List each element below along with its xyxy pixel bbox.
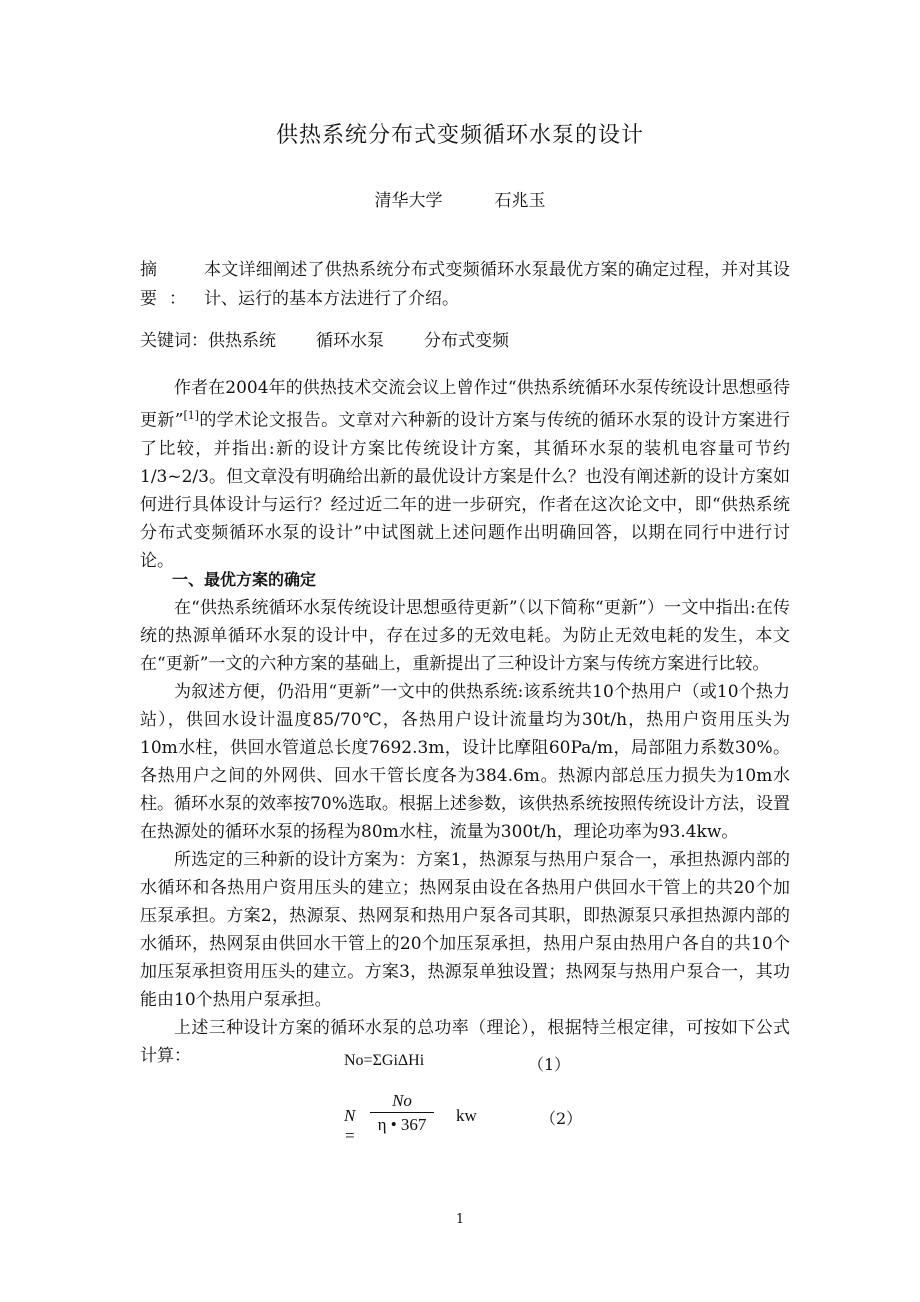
body-paragraph: 在“供热系统循环水泵传统设计思想亟待更新”（以下简称“更新”）一文中指出:在传统的热源单循环水泵的设计中，存在过多的无效电耗。为防止无效电耗的发生，本文在“更新”一文的六种方案的基础上，重新提出了三种设计方案与传统方案进行比较。 (140, 598, 790, 674)
author-line (0, 186, 920, 211)
equation-1 (344, 1052, 424, 1070)
equation-2-unit: kw (456, 1106, 477, 1125)
author-name: 石兆玉 (494, 191, 546, 211)
body-paragraph: 所选定的三种新的设计方案为：方案1，热源泵与热用户泵合一，承担热源内部的水循环和各热用户资用压头的建立；热网泵由设在各热用户供回水干管上的共20个加压泵承担。方案2，热源泵、热网泵和热用户泵各司其职，即热源泵只承担热源内部的水循环，热网泵由供回水干管上的20个加压泵承担，热用户泵由热用户各自的共10个加压泵承担资用压头的建立。方案3，热源泵单独设置；热网泵与热用户泵合一，其功能由10个热用户泵承担。 (140, 850, 790, 1010)
abstract-text: 本文详细阐述了供热系统分布式变频循环水泵最优方案的确定过程，并对其设计、运行的基本方法进行了介绍。 (204, 260, 790, 309)
author-affiliation: 清华大学 (374, 191, 443, 211)
equation-1-number: （1） (528, 1055, 571, 1074)
section-1 (140, 566, 790, 1070)
keyword-item: 循环水泵 (316, 331, 384, 351)
page-number: 1 (455, 1212, 465, 1227)
abstract (140, 256, 790, 314)
body-paragraph: 为叙述方便，仍沿用“更新”一文中的供热系统:该系统共10个热用户（或10个热力站），供回水设计温度85/70℃，各热用户设计流量均为30t/h，热用户资用压头为10m水柱，供回水管道总长度7692.3m，设计比摩阻60Pa/m，局部阻力系数30%。各热用户之间的外网供、回水干管长度各为384.6m。热源内部总压力损失为10m水柱。循环水泵的效率按70%选取。根据上述参数，该供热系统按照传统设计方法，设置在热源处的循环水泵的扬程为80m水柱，流量为300t/h，理论功率为93.4kw。 (140, 682, 790, 842)
paper-title: 供热系统分布式变频循环水泵的设计 (275, 123, 644, 148)
introduction (140, 374, 790, 575)
keyword-item: 供热系统 (208, 331, 276, 351)
equation-1-text: No=ΣGiΔHi (344, 1052, 425, 1069)
intro-paragraph (140, 374, 790, 575)
keyword-item: 分布式变频 (424, 331, 509, 351)
section-heading: 一、最优方案的确定 (172, 570, 317, 589)
keywords (140, 327, 790, 356)
citation-ref: [1] (183, 409, 200, 422)
equation-2-denominator: η • 367 (377, 1115, 427, 1134)
keywords-label: 关键词： (140, 331, 208, 351)
abstract-label: 摘要： (140, 260, 198, 309)
equation-2-lhs: N = (344, 1106, 356, 1145)
intro-text-2: 的学术论文报告。文章对六种新的设计方案与传统的循环水泵的设计方案进行了比较，并指出:新的设计方案比传统设计方案，其循环水泵的装机电容量可节约1/3~2/3。但文章没有明确给出新的最优设计方案是什么？也没有阐述新的设计方案如何进行具体设计与运行？经过近二年的进一步研究，作者在这次论文中，即“供热系统分布式变频循环水泵的设计”中试图就上述问题作出明确回答，以期在同行中进行讨论。 (140, 410, 790, 571)
equation-2-number: （2） (540, 1109, 583, 1128)
equation-2-fraction (370, 1090, 434, 1137)
body-paragraph: 上述三种设计方案的循环水泵的总功率（理论），根据特兰根定律，可按如下公式计算： (140, 1018, 790, 1066)
equation-2-numerator: No (392, 1091, 412, 1110)
intro-text-1: 作者在2004年的供热技术交流会议上曾作过“供热系统循环水泵传统设计思想亟待更新” (140, 378, 790, 431)
